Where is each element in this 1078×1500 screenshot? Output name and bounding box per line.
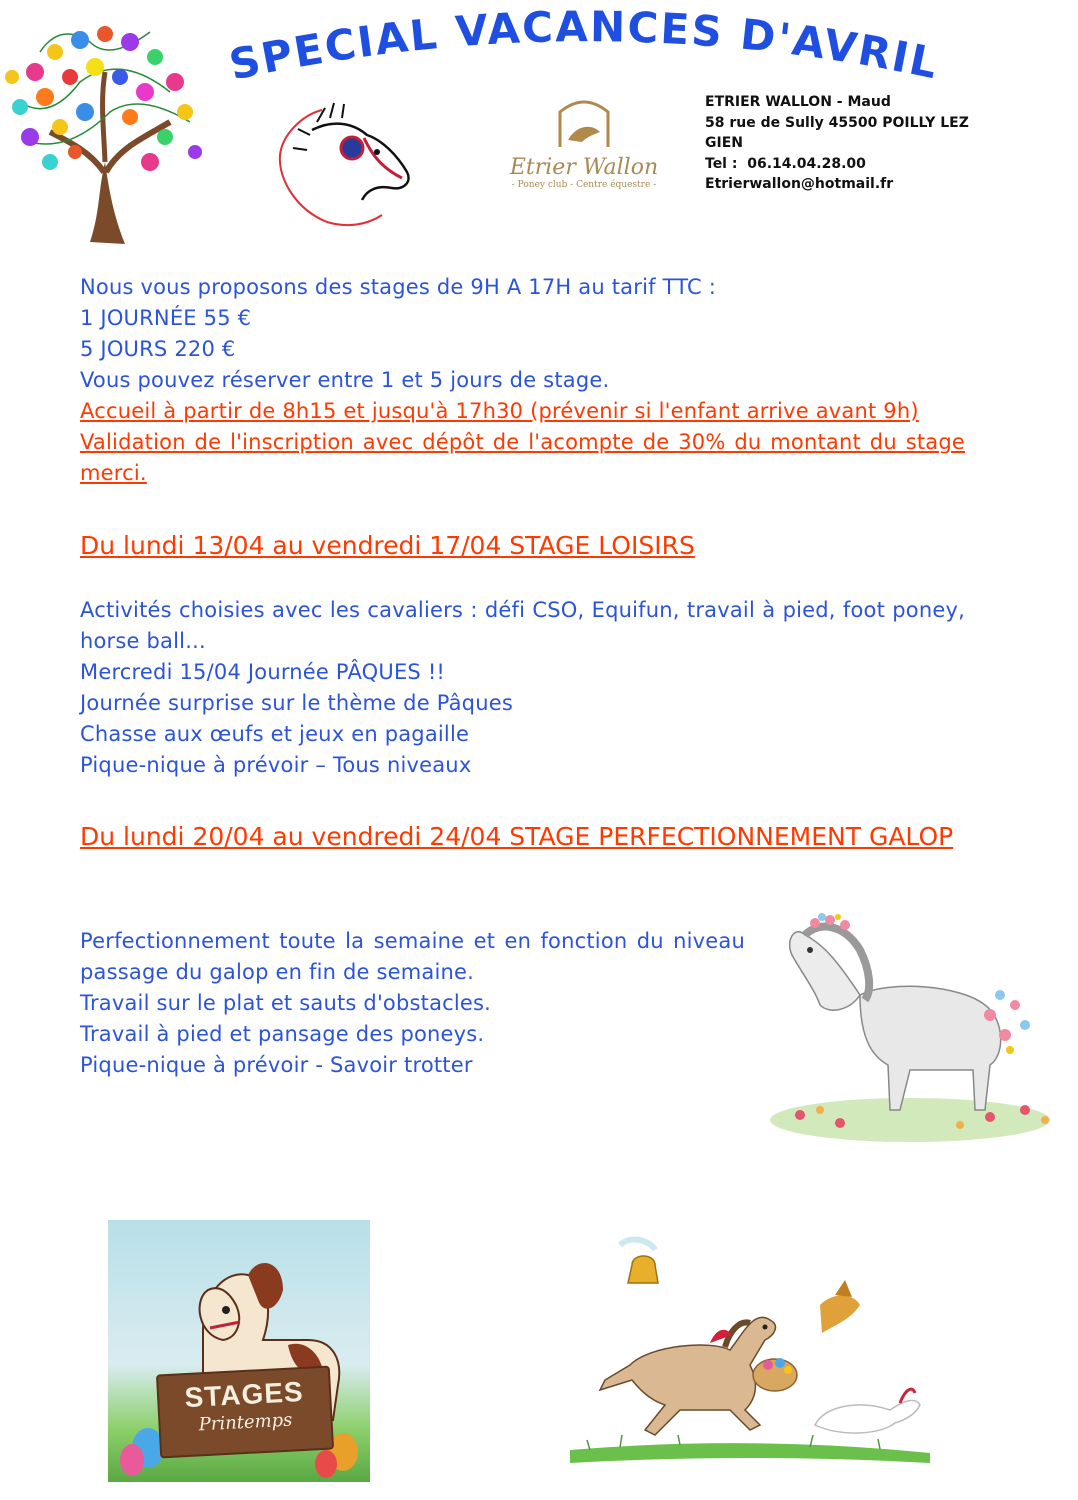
section1-surprise: Journée surprise sur le thème de Pâques	[80, 691, 513, 715]
price-one-day: 1 JOURNÉE 55 €	[80, 306, 252, 330]
intro-line: Nous vous proposons des stages de 9H A 17H au tarif TTC :	[80, 275, 717, 299]
section2-flat-work: Travail sur le plat et sauts d'obstacles.	[80, 991, 492, 1015]
logo-name: Etrier Wallon	[509, 155, 659, 180]
contact-city: GIEN	[705, 135, 743, 151]
section1-activities: Activités choisies avec les cavaliers : défi CSO, Equifun, travail à pied, foot poney, horse ball...	[80, 598, 965, 653]
poster-title: STAGES	[183, 1375, 305, 1414]
booking-info: Vous pouvez réserver entre 1 et 5 jours de stage.	[80, 368, 610, 392]
section2-perfecting: Perfectionnement toute la semaine et en fonction du niveau passage du galop en fin de semaine.	[80, 929, 745, 984]
horse-head-logo	[272, 100, 422, 230]
flower-tree-illustration	[0, 12, 215, 247]
section2-groundwork: Travail à pied et pansage des poneys.	[80, 1022, 485, 1046]
welcome-notice: Accueil à partir de 8h15 et jusqu'à 17h30 (prévenir si l'enfant arrive avant 9h)	[80, 399, 919, 423]
price-five-days: 5 JOURS 220 €	[80, 337, 236, 361]
page-title	[218, 0, 978, 105]
contact-name: ETRIER WALLON - Maud	[705, 94, 891, 110]
poster-subtitle: Printemps	[198, 1409, 293, 1436]
page-title-text: SPECIAL VACANCES D'AVRIL	[225, 2, 944, 90]
svg-text:SPECIAL VACANCES D'AVRIL	[225, 2, 943, 90]
section1-body	[80, 595, 965, 781]
bell-icon	[620, 1240, 658, 1283]
intro-section	[80, 272, 965, 489]
section1-picnic: Pique-nique à prévoir – Tous niveaux	[80, 753, 472, 777]
etrier-wallon-logo	[500, 92, 668, 192]
deposit-notice: Validation de l'inscription avec dépôt de l'acompte de 30% du montant du stage merci.	[80, 430, 965, 485]
section1-easter-day: Mercredi 15/04 Journée PÂQUES !!	[80, 660, 446, 684]
section2-heading: Du lundi 20/04 au vendredi 24/04 STAGE PERFECTIONNEMENT GALOP	[80, 822, 954, 851]
section2-picnic: Pique-nique à prévoir - Savoir trotter	[80, 1053, 473, 1077]
horse-emblem-icon	[500, 92, 668, 152]
contact-email: Etrierwallon@hotmail.fr	[705, 176, 894, 192]
logo-tagline: - Poney club - Centre équestre -	[511, 180, 657, 190]
section2-body	[80, 926, 745, 1081]
flower-pony-illustration	[760, 895, 1070, 1155]
easter-pony-illustration	[560, 1225, 940, 1475]
section1-egg-hunt: Chasse aux œufs et jeux en pagaille	[80, 722, 470, 746]
section1-heading: Du lundi 13/04 au vendredi 17/04 STAGE LOISIRS	[80, 531, 695, 560]
contact-block	[705, 92, 975, 195]
contact-address: 58 rue de Sully 45500 POILLY LEZ	[705, 114, 969, 131]
contact-phone: Tel : 06.14.04.28.00	[705, 155, 866, 172]
spring-camp-poster	[108, 1220, 370, 1482]
poster-sign	[156, 1366, 334, 1459]
